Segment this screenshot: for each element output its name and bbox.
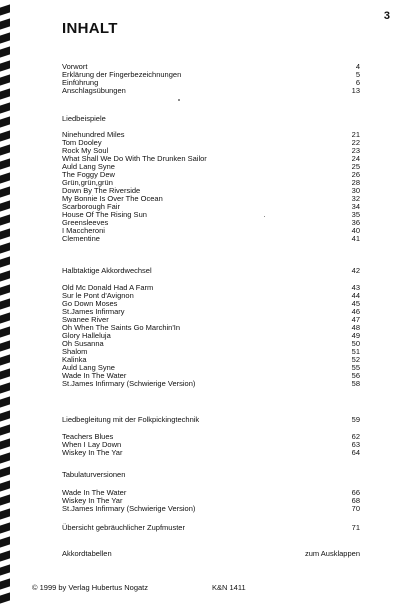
entry-page: 55 (351, 363, 360, 372)
entry-title: Akkordtabellen (62, 549, 112, 558)
entry-title: What Shall We Do With The Drunken Sailor (62, 154, 207, 163)
entry-page: 21 (351, 130, 360, 139)
entry-title: Grün,grün,grün (62, 178, 113, 187)
entry-title: My Bonnie Is Over The Ocean (62, 194, 163, 203)
catalog-code: K&N 1411 (212, 583, 246, 592)
entry-title: Greensleeves (62, 218, 109, 227)
entry-title: Auld Lang Syne (62, 162, 115, 171)
toc-entry (62, 549, 360, 559)
toc-entry (62, 448, 360, 458)
entry-page: 43 (351, 283, 360, 292)
entry-title: Übersicht gebräuchlicher Zupfmuster (62, 523, 185, 532)
entry-title: Scarborough Fair (62, 202, 120, 211)
entry-page: 40 (351, 226, 360, 235)
entry-page: 44 (351, 291, 360, 300)
entry-title: Swanee River (62, 315, 109, 324)
entry-title: Ninehundred Miles (62, 130, 125, 139)
scan-speck (264, 216, 265, 217)
entry-page: 62 (351, 432, 360, 441)
entry-title: Go Down Moses (62, 299, 118, 308)
entry-title: Rock My Soul (62, 146, 109, 155)
entry-page: 48 (351, 323, 360, 332)
toc-entry (62, 523, 360, 533)
entry-title: Einführung (62, 78, 99, 87)
entry-title: Sur le Pont d'Avignon (62, 291, 134, 300)
entry-page: 49 (351, 331, 360, 340)
entry-title: Vorwort (62, 62, 88, 71)
entry-title: Shalom (62, 347, 88, 356)
page-title: INHALT (62, 20, 118, 37)
entry-title: Kalinka (62, 355, 87, 364)
entry-page: 52 (351, 355, 360, 364)
entry-page: 41 (351, 234, 360, 243)
entry-title: St.James Infirmary (Schwierige Version) (62, 379, 196, 388)
entry-title: Down By The Riverside (62, 186, 141, 195)
entry-page: 32 (351, 194, 360, 203)
entry-title: Glory Halleluja (62, 331, 111, 340)
entry-page: 66 (351, 488, 360, 497)
entry-title: Erklärung der Fingerbezeichnungen (62, 70, 182, 79)
entry-page: 63 (351, 440, 360, 449)
entry-title: Tom Dooley (62, 138, 102, 147)
entry-page: 6 (355, 78, 360, 87)
scan-speck (178, 99, 180, 101)
entry-page: 71 (351, 523, 360, 532)
entry-page: 51 (351, 347, 360, 356)
entry-title: Oh When The Saints Go Marchin'In (62, 323, 181, 332)
entry-page: 24 (351, 154, 360, 163)
entry-page: 50 (351, 339, 360, 348)
copyright-text: © 1999 by Verlag Hubertus Nogatz (32, 583, 149, 592)
toc-entry (62, 379, 360, 389)
entry-page: 35 (351, 210, 360, 219)
entry-title: Anschlagsübungen (62, 86, 126, 95)
entry-page: 23 (351, 146, 360, 155)
entry-page: 58 (351, 379, 360, 388)
entry-title: Oh Susanna (62, 339, 104, 348)
entry-title: Teachers Blues (62, 432, 114, 441)
entry-page: 22 (351, 138, 360, 147)
entry-title: St.James Infirmary (Schwierige Version) (62, 504, 196, 513)
entry-title: House Of The Rising Sun (62, 210, 147, 219)
entry-title: Old Mc Donald Had A Farm (62, 283, 154, 292)
entry-page: zum Ausklappen (304, 549, 360, 558)
entry-title: Auld Lang Syne (62, 363, 115, 372)
entry-page: 56 (351, 371, 360, 380)
entry-title: When I Lay Down (62, 440, 122, 449)
entry-page: 42 (351, 266, 360, 275)
entry-page: 30 (351, 186, 360, 195)
entry-page: 28 (351, 178, 360, 187)
entry-page: 13 (351, 86, 360, 95)
footer (32, 583, 246, 592)
entry-page: 45 (351, 299, 360, 308)
entry-page: 68 (351, 496, 360, 505)
entry-page: 5 (355, 70, 360, 79)
entry-page: 34 (351, 202, 360, 211)
entry-page: 26 (351, 170, 360, 179)
entry-page: 25 (351, 162, 360, 171)
entry-title: St.James Infirmary (62, 307, 125, 316)
toc-entry (62, 504, 360, 514)
entry-page: 59 (351, 415, 360, 424)
entry-title: Wade In The Water (62, 371, 127, 380)
section-heading: Halbtaktige Akkordwechsel 42 (62, 266, 360, 275)
entry-page: 46 (351, 307, 360, 316)
entry-page: 64 (351, 448, 360, 457)
section-heading: Liedbegleitung mit der Folkpickingtechnik 59 (62, 415, 360, 424)
toc-entry (62, 234, 360, 244)
entry-title: Wiskey In The Yar (62, 448, 123, 457)
entry-page: 47 (351, 315, 360, 324)
entry-title: The Foggy Dew (62, 170, 115, 179)
entry-page: 4 (355, 62, 360, 71)
entry-page: 36 (351, 218, 360, 227)
entry-page: 70 (351, 504, 360, 513)
entry-title: Clementine (62, 234, 100, 243)
section-heading: Tabulaturversionen (62, 470, 126, 479)
entry-title: Wade In The Water (62, 488, 127, 497)
section-heading: Liedbeispiele (62, 114, 106, 123)
toc-entry (62, 86, 360, 96)
entry-title: Wiskey In The Yar (62, 496, 123, 505)
page-number: 3 (383, 10, 390, 22)
entry-title: I Maccheroni (62, 226, 105, 235)
